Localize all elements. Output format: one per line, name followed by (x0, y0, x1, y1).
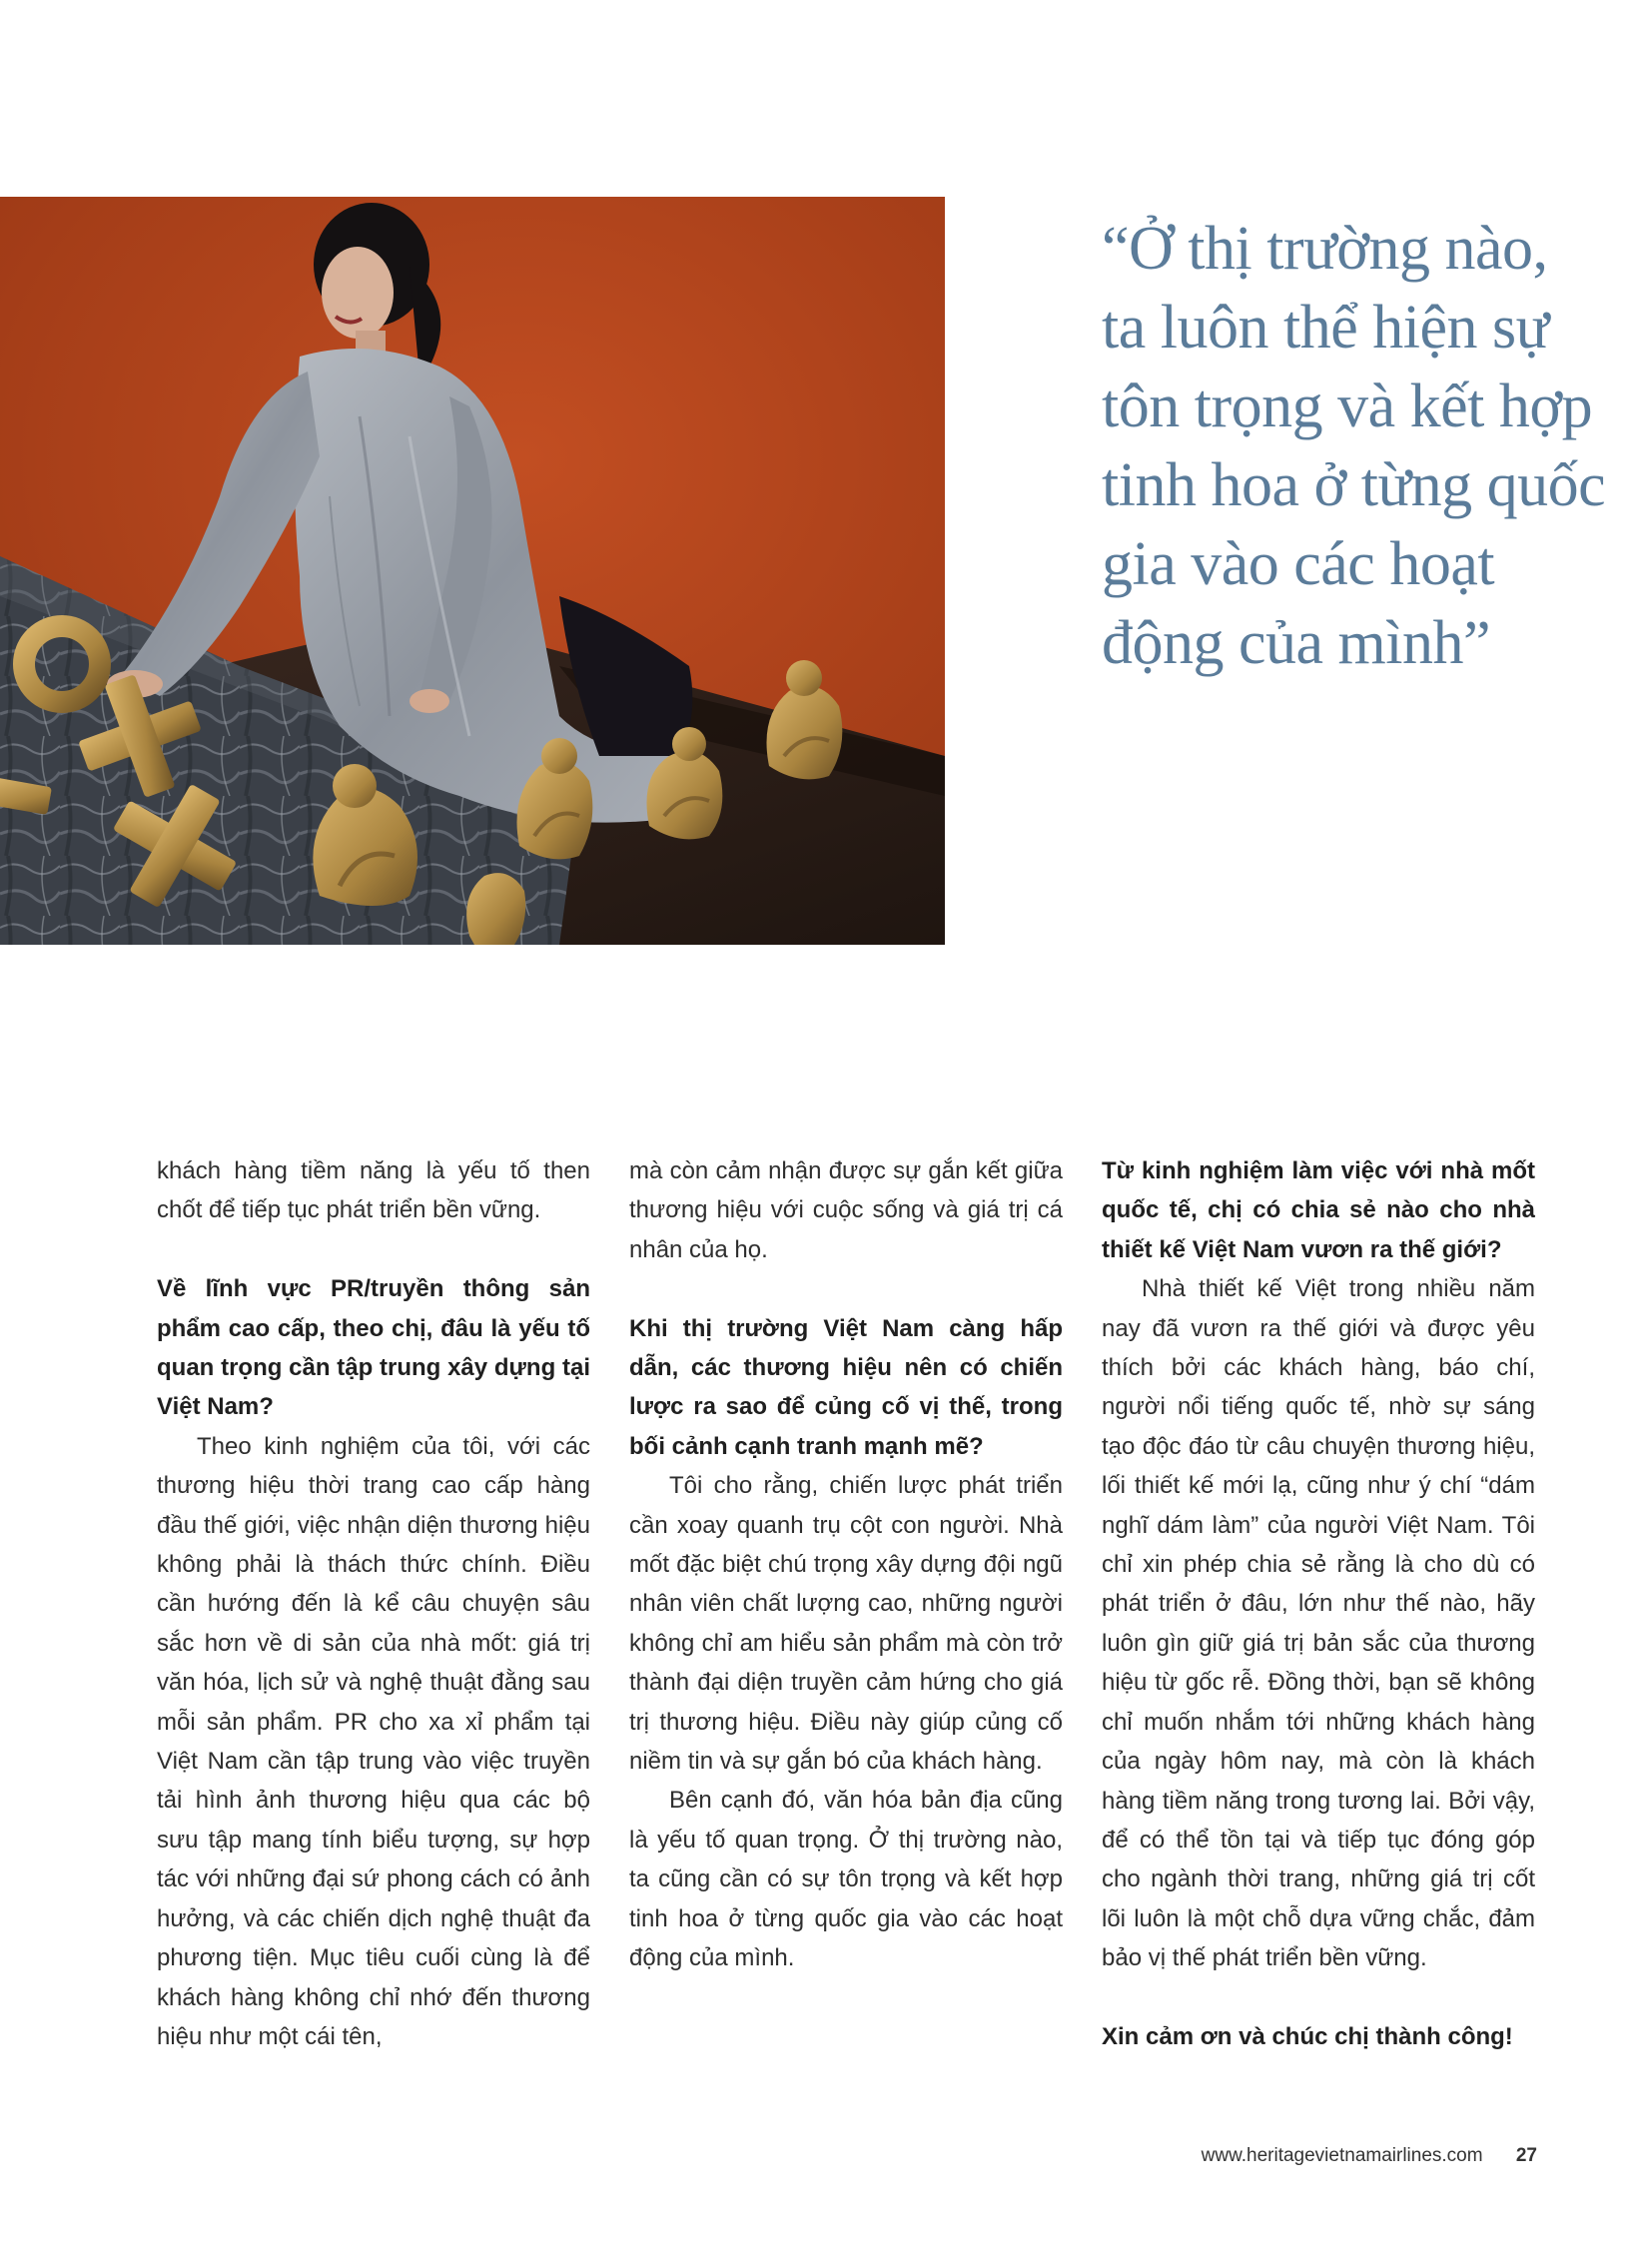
article-column-1 (157, 1151, 590, 2056)
pull-quote-line: gia vào các hoạt (1102, 530, 1495, 598)
body-paragraph: Bên cạnh đó, văn hóa bản địa cũng là yếu tố quan trọng. Ở thị trường nào, ta cũng cần có sự tôn trọng và kết hợp tinh hoa ở từng quốc gia vào các hoạt động của mình. (629, 1787, 1063, 1972)
interview-question: Về lĩnh vực PR/truyền thông sản phẩm cao cấp, theo chị, đâu là yếu tố quan trọng cần tập trung xây dựng tại Việt Nam? (157, 1275, 590, 1421)
article-column-3 (1102, 1151, 1535, 2056)
interview-question: Khi thị trường Việt Nam càng hấp dẫn, các thương hiệu nên có chiến lược ra sao để củng cố vị thế, trong bối cảnh cạnh tranh mạnh mẽ? (629, 1314, 1063, 1460)
page-footer (1202, 2145, 1537, 2167)
article-column-2 (629, 1151, 1063, 1978)
body-paragraph: Tôi cho rằng, chiến lược phát triển cần xoay quanh trụ cột con người. Nhà mốt đặc biệt chú trọng xây dựng đội ngũ nhân viên chất lượng cao, những người không chỉ am hiểu sản phẩm mà còn trở thành đại diện truyền cảm hứng cho giá trị thương hiệu. Điều này giúp củng cố niềm tin và sự gắn bó của khách hàng. (629, 1472, 1063, 1776)
pull-quote-line: tinh hoa ở từng quốc (1102, 451, 1606, 519)
pull-quote-line: tôn trọng và kết hợp (1102, 373, 1593, 440)
woman-in-silk-ao-dai-photo (0, 197, 945, 945)
page-number: 27 (1515, 2145, 1537, 2166)
closing-line: Xin cảm ơn và chúc chị thành công! (1102, 2022, 1513, 2050)
footer-url[interactable]: www.heritagevietnamairlines.com (1201, 2145, 1483, 2166)
body-paragraph: khách hàng tiềm năng là yếu tố then chốt để tiếp tục phát triển bền vững. (157, 1157, 590, 1224)
pull-quote (1102, 210, 1621, 683)
pull-quote-line: động của mình” (1102, 609, 1491, 677)
interview-question: Từ kinh nghiệm làm việc với nhà mốt quốc tế, chị có chia sẻ nào cho nhà thiết kế Việt Nam vươn ra thế giới? (1102, 1157, 1535, 1263)
body-paragraph: Nhà thiết kế Việt trong nhiều năm nay đã vươn ra thế giới và được yêu thích bởi các khách hàng, báo chí, người nổi tiếng quốc tế, nhờ sự sáng tạo độc đáo từ câu chuyện thương hiệu, lối thiết kế mới lạ, cũng như ý chí “dám nghĩ dám làm” của người Việt Nam. Tôi chỉ xin phép chia sẻ rằng là cho dù có phát triển ở đâu, lớn như thế nào, hãy luôn gìn giữ giá trị bản sắc của thương hiệu từ gốc rễ. Đồng thời, bạn sẽ không chỉ muốn nhắm tới những khách hàng của ngày hôm nay, mà còn là khách hàng tiềm năng trong tương lai. Bởi vậy, để có thể tồn tại và tiếp tục đóng góp cho ngành thời trang, những giá trị cốt lõi luôn là một chỗ dựa vững chắc, đảm bảo vị thế phát triển bền vững. (1102, 1275, 1535, 1972)
body-paragraph: mà còn cảm nhận được sự gắn kết giữa thương hiệu với cuộc sống và giá trị cá nhân của họ. (629, 1157, 1063, 1263)
body-paragraph: Theo kinh nghiệm của tôi, với các thương hiệu thời trang cao cấp hàng đầu thế giới, việc nhận diện thương hiệu không phải là thách thức chính. Điều cần hướng đến là kể câu chuyện sâu sắc hơn về di sản của nhà mốt: giá trị văn hóa, lịch sử và nghệ thuật đằng sau mỗi sản phẩm. PR cho xa xỉ phẩm tại Việt Nam cần tập trung vào việc truyền tải hình ảnh thương hiệu qua các bộ sưu tập mang tính biểu tượng, sự hợp tác với những đại sứ phong cách có ảnh hưởng, và các chiến dịch nghệ thuật đa phương tiện. Mục tiêu cuối cùng là để khách hàng không chỉ nhớ đến thương hiệu như một cái tên, (157, 1432, 590, 2050)
pull-quote-line: ta luôn thể hiện sự (1102, 294, 1549, 362)
feature-photo (0, 197, 945, 945)
pull-quote-line: “Ở thị trường nào, (1102, 215, 1548, 283)
